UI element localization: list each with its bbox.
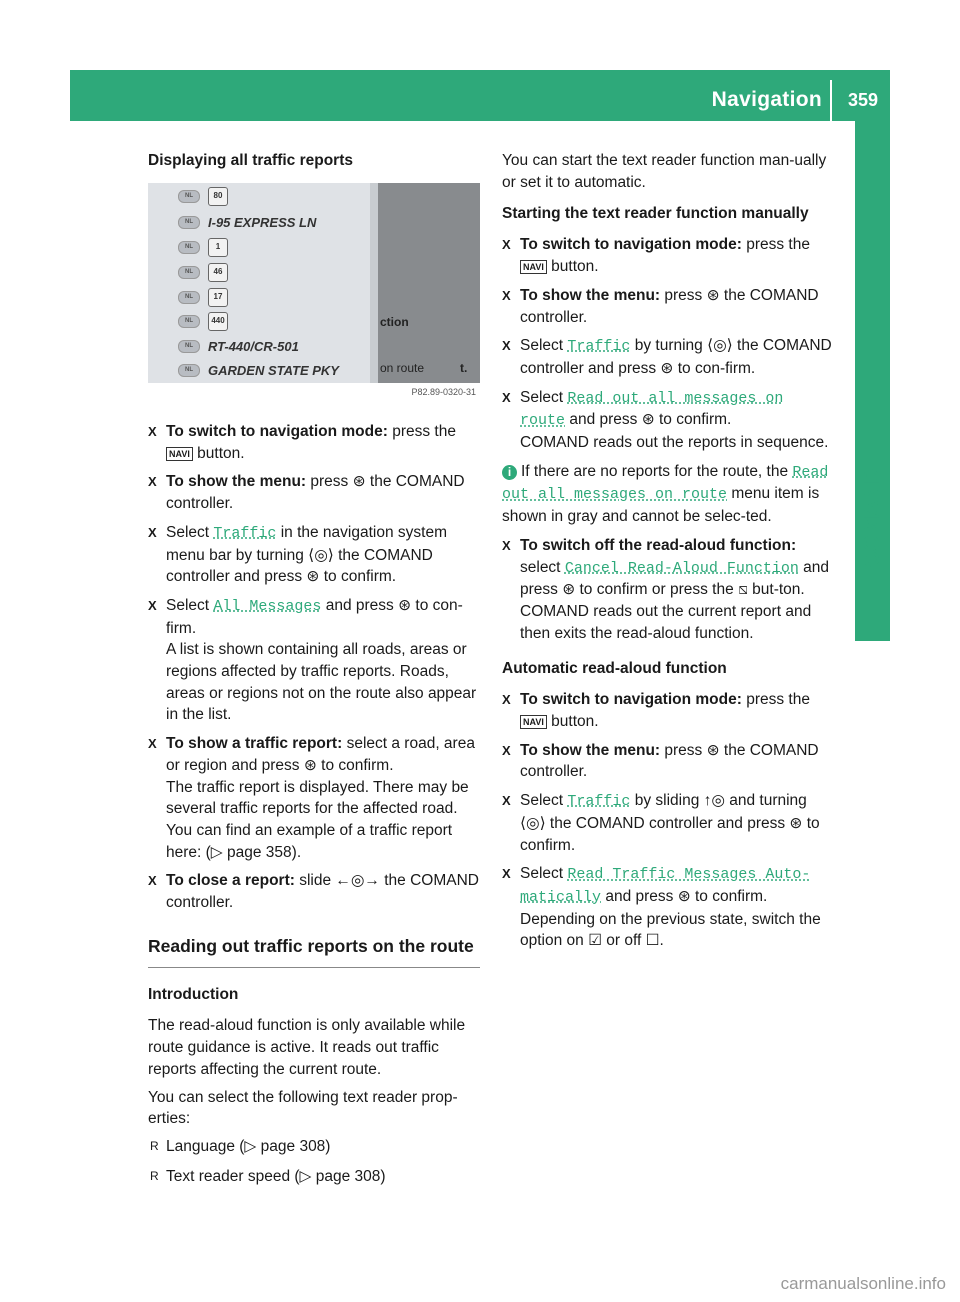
section-title: Navigation (711, 88, 822, 111)
footer-watermark: carmanualsonline.info (780, 1274, 946, 1293)
navi-button-icon: NAVI (166, 447, 193, 461)
paragraph: The read-aloud function is only available while route guidance is active. It reads out traffic reports affecting the current route. (148, 1017, 466, 1078)
list-item: NL I-95 EXPRESS LN (178, 211, 316, 233)
info-icon: i (502, 465, 517, 480)
paragraph: You can select the following text reader prop-erties: (148, 1088, 458, 1128)
instruction-step: X Select Read Traffic Messages Auto-matically and press ⊛ to confirm. Depending on the previous state, switch the option on ☑ or off ☐. (502, 865, 821, 950)
instruction-step: X Select All Messages and press ⊛ to con-firm. A list is shown containing all roads, areas or regions affected by traffic reports. Roads, areas or regions not on the route also appear in the list. (148, 596, 477, 724)
image-code: P82.89-0320-31 (411, 387, 476, 397)
instruction-step: X To switch to navigation mode: press the NAVI button. (502, 691, 810, 731)
instruction-step: X To close a report: slide ←◎→ the COMAND controller. (148, 872, 479, 912)
instruction-step: X Select Read out all messages on route and press ⊛ to confirm. COMAND reads out the reports in sequence. (502, 388, 829, 452)
page-number: 359 (847, 90, 878, 110)
menu-item-ref: Read Traffic Messages Auto-matically (520, 866, 811, 906)
right-column (502, 150, 834, 959)
list-item: NL GARDEN STATE PKY (178, 359, 339, 381)
instruction-step: X To show the menu: press ⊛ the COMAND controller. (502, 741, 819, 781)
subheading: Introduction (148, 986, 239, 1004)
navi-button-icon: NAVI (520, 715, 547, 729)
instruction-step: X To switch to navigation mode: press the NAVI button. (148, 423, 456, 462)
instruction-step: X To show a traffic report: select a road, area or region and press ⊛ to confirm. The traffic report is displayed. There may be several traffic reports for the affected road. You can find an example of a traffic report here: (▷ page 358). (148, 735, 475, 861)
instruction-step: X Select Traffic in the navigation system menu bar by turning ⟨◎⟩ the COMAND controller and press ⊛ to confirm. (148, 523, 447, 586)
list-item: NL 17 (178, 286, 228, 308)
list-item: NL 80 (178, 185, 228, 207)
list-item: NL 440 (178, 310, 228, 332)
menu-item-ref: All Messages (213, 597, 322, 615)
instruction-step: X To show the menu: press ⊛ the COMAND controller. (502, 286, 819, 326)
instruction-step: X To show the menu: press ⊛ the COMAND controller. (148, 473, 465, 513)
instruction-step: X To switch off the read-aloud function: select Cancel Read-Aloud Function and press ⊛ to confirm or press the ⧅ but-ton. COMAND reads out the current report and then exits the read-aloud function. (502, 536, 830, 642)
list-item: NL 46 (178, 261, 228, 283)
instruction-step: X Select Traffic by turning ⟨◎⟩ the COMAND controller and press ⊛ to con-firm. (502, 337, 832, 377)
menu-item-ref: Read out all messages on route (520, 389, 784, 430)
menu-item-ref: Cancel Read-Aloud Function (564, 559, 799, 577)
subheading: Starting the text reader function manually (502, 205, 809, 223)
subheading: Automatic read-aloud function (502, 660, 727, 678)
list-item: NL 1 (178, 236, 228, 258)
menu-item-ref: Traffic (567, 793, 631, 811)
instruction-step: X Select Traffic by sliding ↑◎ and turning ⟨◎⟩ the COMAND controller and press ⊛ to confirm. (502, 792, 820, 854)
side-tab-label: COMAND (859, 468, 884, 568)
section-heading: Displaying all traffic reports (148, 152, 353, 169)
info-note: i If there are no reports for the route, the Read out all messages on route menu item is shown in gray and cannot be selec-ted. (502, 462, 829, 526)
list-item: R Language (▷ page 308) (150, 1137, 331, 1155)
header-divider (830, 80, 832, 121)
paragraph: You can start the text reader function man-ually or set it to automatic. (502, 152, 827, 191)
instruction-step: X To switch to navigation mode: press the NAVI button. (502, 236, 810, 276)
traffic-screen-image (148, 183, 480, 405)
list-item: NL RT-440/CR-501 (178, 335, 299, 357)
side-tab-marker (855, 593, 890, 641)
menu-item-ref: Read out all messages on route (502, 463, 829, 504)
menu-panel: ction on route t. (378, 183, 480, 383)
list-item: R Text reader speed (▷ page 308) (150, 1167, 386, 1185)
scrollbar (370, 183, 378, 383)
menu-item-ref: Traffic (567, 338, 631, 356)
menu-item-ref: Traffic (213, 524, 277, 542)
page-header (70, 70, 890, 121)
navi-button-icon: NAVI (520, 260, 547, 274)
section-heading: Reading out traffic reports on the route (148, 936, 480, 969)
road-list (148, 183, 370, 383)
